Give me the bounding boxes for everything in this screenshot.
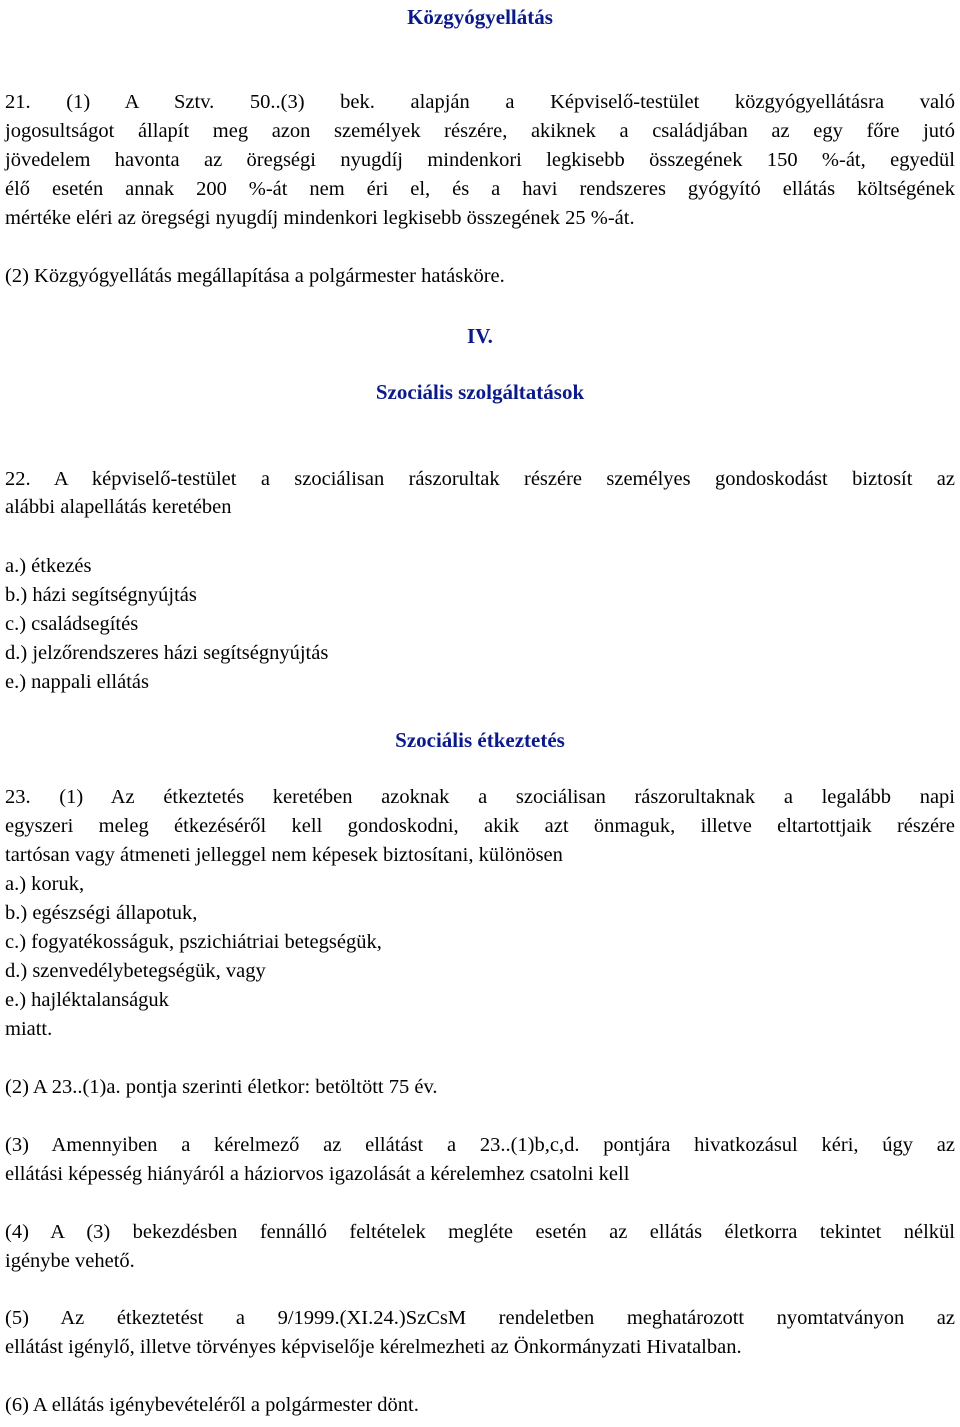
s21-paragraph-2: (2) Közgyógyellátás megállapítása a polgármester hatásköre.	[5, 265, 505, 287]
s22-line-1: 22. A képviselő-testület a szociálisan rászorultak részére személyes gondoskodást biztosít az	[5, 468, 955, 490]
s23-paragraph-3-line-1: (3) Amennyiben a kérelmező az ellátást a 23..(1)b,c,d. pontjára hivatkozásul kéri, úgy az	[5, 1134, 955, 1156]
s23-paragraph-6: (6) A ellátás igénybevételéről a polgármester dönt.	[5, 1394, 419, 1416]
s23-item-d: d.) szenvedélybetegségük, vagy	[5, 960, 266, 982]
s21-line-1: 21. (1) A Sztv. 50..(3) bek. alapján a Képviselő-testület közgyógyellátásra való	[5, 91, 955, 113]
chapter-title: Szociális szolgáltatások	[375, 380, 585, 404]
s23-paragraph-3-line-2: ellátási képesség hiányáról a háziorvos igazolását a kérelemhez csatolni kell	[5, 1163, 630, 1185]
s23-line-2: egyszeri meleg étkezéséről kell gondoskodni, akik azt önmaguk, illetve eltartottjaik részére	[5, 815, 955, 837]
s22-item-c: c.) családsegítés	[5, 613, 139, 635]
heading-szocialis-etkeztetes: Szociális étkeztetés	[395, 728, 565, 752]
s22-line-2: alábbi alapellátás keretében	[5, 496, 232, 518]
s23-tail: miatt.	[5, 1018, 53, 1040]
chapter-number: IV.	[467, 324, 493, 348]
s22-item-b: b.) házi segítségnyújtás	[5, 584, 197, 606]
s23-paragraph-5-line-1: (5) Az étkeztetést a 9/1999.(XI.24.)SzCsM rendeletben meghatározott nyomtatványon az	[5, 1307, 955, 1329]
s21-line-4: élő esetén annak 200 %-át nem éri el, és a havi rendszeres gyógyító ellátás költségének	[5, 178, 955, 200]
s21-line-5: mértéke eléri az öregségi nyugdíj mindenkori legkisebb összegének 25 %-át.	[5, 207, 635, 229]
s22-item-d: d.) jelzőrendszeres házi segítségnyújtás	[5, 642, 329, 664]
s23-paragraph-5-line-2: ellátást igénylő, illetve törvényes képviselője kérelmezheti az Önkormányzati Hivatalban.	[5, 1336, 742, 1358]
s23-item-b: b.) egészségi állapotuk,	[5, 902, 198, 924]
s23-item-e: e.) hajléktalanságuk	[5, 989, 169, 1011]
s21-line-2: jogosultságot állapít meg azon személyek részére, akiknek a családjában az egy főre jutó	[5, 120, 955, 142]
s23-paragraph-2: (2) A 23..(1)a. pontja szerinti életkor: betöltött 75 év.	[5, 1076, 438, 1098]
s21-line-3: jövedelem havonta az öregségi nyugdíj mindenkori legkisebb összegének 150 %-át, egyedül	[5, 149, 955, 171]
s23-item-a: a.) koruk,	[5, 873, 85, 895]
s23-line-1: 23. (1) Az étkeztetés keretében azoknak a szociálisan rászorultaknak a legalább napi	[5, 786, 955, 808]
s23-line-3: tartósan vagy átmeneti jelleggel nem képesek biztosítani, különösen	[5, 844, 563, 866]
s23-paragraph-4-line-2: igénybe vehető.	[5, 1250, 135, 1272]
s22-item-a: a.) étkezés	[5, 555, 92, 577]
s23-paragraph-4-line-1: (4) A (3) bekezdésben fennálló feltételek megléte esetén az ellátás életkorra tekintet nélkül	[5, 1221, 955, 1243]
s22-item-e: e.) nappali ellátás	[5, 671, 150, 693]
heading-kozgyogyellatas: Közgyógyellátás	[407, 5, 553, 29]
s23-item-c: c.) fogyatékosságuk, pszichiátriai betegségük,	[5, 931, 382, 953]
